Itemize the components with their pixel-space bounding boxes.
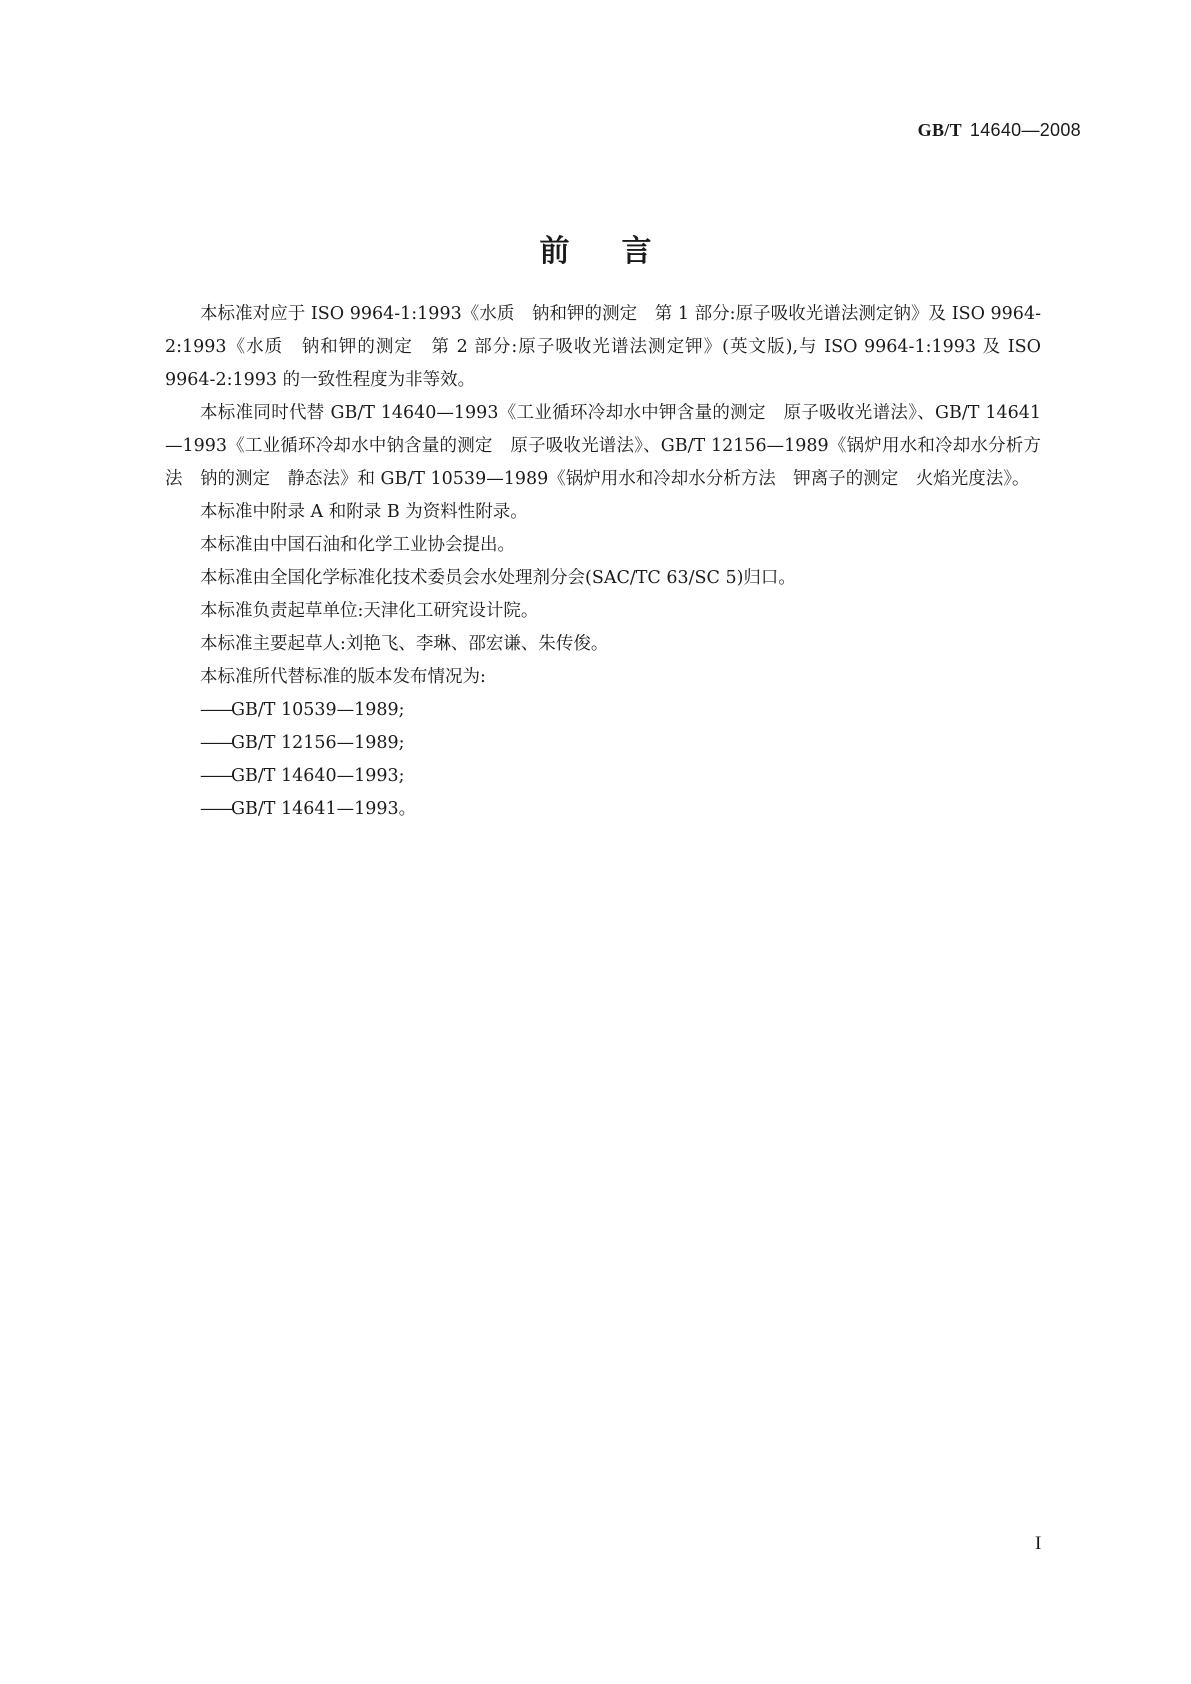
standard-number: 14640—2008 xyxy=(969,120,1081,140)
list-item xyxy=(165,727,1041,760)
dash: —— xyxy=(200,766,231,786)
standard-code-header xyxy=(918,120,1081,141)
page-title: 前言 xyxy=(539,234,704,269)
paragraph-drafters: 本标准主要起草人:刘艳飞、李琳、邵宏谦、朱传俊。 xyxy=(200,634,609,654)
paragraph-proposed-by: 本标准由中国石油和化学工业协会提出。 xyxy=(200,535,515,555)
paragraph-centralized-by: 本标准由全国化学标准化技术委员会水处理剂分会(SAC/TC 63/SC 5)归口。 xyxy=(200,568,796,588)
paragraph-replaces: 本标准同时代替 GB/T 14640—1993《工业循环冷却水中钾含量的测定 原子吸收光谱法》、GB/T 14641—1993《工业循环冷却水中钠含量的测定 原子吸收光谱法》、GB/T 12156—1989《锅炉用水和冷却水分析方法 钠的测定 静态法》和 GB/T 10539—1989《锅炉用水和冷却水分析方法 钾离子的测定 火焰光度法》。 xyxy=(165,403,1041,489)
page-number: I xyxy=(1035,1533,1042,1554)
list-item-text: GB/T 14641—1993。 xyxy=(231,799,417,819)
dash: —— xyxy=(200,733,231,753)
standard-prefix: GB/T xyxy=(917,120,962,140)
list-item-text: GB/T 10539—1989; xyxy=(231,700,405,720)
paragraph-drafting-unit: 本标准负责起草单位:天津化工研究设计院。 xyxy=(200,601,539,621)
list-item xyxy=(165,793,1041,826)
paragraph-annexes: 本标准中附录 A 和附录 B 为资料性附录。 xyxy=(200,502,528,522)
list-item-text: GB/T 12156—1989; xyxy=(231,733,405,753)
dash: —— xyxy=(200,799,231,819)
list-item-text: GB/T 14640—1993; xyxy=(231,766,405,786)
paragraph-version-history: 本标准所代替标准的版本发布情况为: xyxy=(200,667,486,687)
list-item xyxy=(165,694,1041,727)
foreword-body xyxy=(165,298,1041,826)
paragraph-correspondence: 本标准对应于 ISO 9964-1:1993《水质 钠和钾的测定 第 1 部分:原子吸收光谱法测定钠》及 ISO 9964-2:1993《水质 钠和钾的测定 第 2 部分:原子吸收光谱法测定钾》(英文版),与 ISO 9964-1:1993 及 ISO 9964-2:1993 的一致性程度为非等效。 xyxy=(165,304,1041,390)
list-item xyxy=(165,760,1041,793)
dash: —— xyxy=(200,700,231,720)
